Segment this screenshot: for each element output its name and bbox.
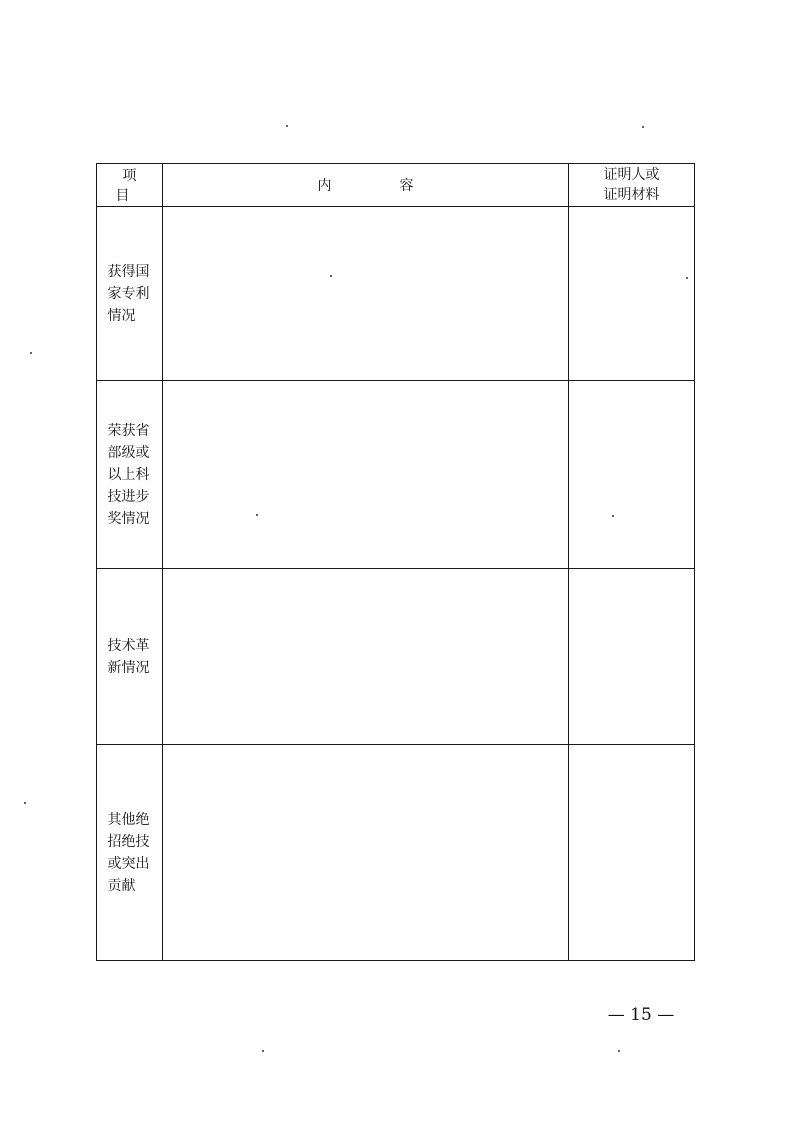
scan-speck: [30, 352, 32, 354]
content-cell[interactable]: [163, 745, 569, 961]
scan-speck: [618, 1050, 620, 1052]
content-cell[interactable]: [163, 569, 569, 745]
table-row: [97, 381, 695, 569]
row-label-cell: [97, 381, 163, 569]
header-item: 项目: [97, 164, 163, 207]
proof-cell[interactable]: [569, 745, 695, 961]
scan-speck: [642, 126, 644, 128]
scan-speck: [286, 125, 288, 127]
scan-speck: [262, 1050, 264, 1052]
scan-speck: [686, 277, 688, 279]
scan-speck: [330, 275, 332, 277]
table-row: [97, 569, 695, 745]
table-row: [97, 207, 695, 381]
scan-speck: [256, 514, 258, 516]
header-content-left: 内: [317, 178, 332, 194]
proof-cell[interactable]: [569, 569, 695, 745]
scan-speck: [24, 802, 26, 804]
header-proof-line1: 证明人或: [603, 167, 660, 183]
proof-cell[interactable]: [569, 207, 695, 381]
table-row: [97, 745, 695, 961]
header-content: [163, 164, 569, 207]
row-label: 获得国家专利情况: [107, 263, 150, 324]
row-label-cell: [97, 207, 163, 381]
table-header-row: [97, 164, 695, 207]
header-proof-line2: 证明材料: [603, 187, 660, 203]
row-label: 技术革新情况: [107, 637, 150, 676]
proof-cell[interactable]: [569, 381, 695, 569]
header-content-right: 容: [399, 178, 414, 194]
row-label-cell: [97, 569, 163, 745]
row-label: 其他绝招绝技或突出贡献: [107, 811, 150, 894]
content-cell[interactable]: [163, 381, 569, 569]
row-label-cell: [97, 745, 163, 961]
achievement-form-table: [96, 163, 695, 961]
content-cell[interactable]: [163, 207, 569, 381]
page-number: — 15 —: [607, 1005, 675, 1025]
header-proof: [569, 164, 695, 207]
scan-speck: [612, 515, 614, 517]
row-label: 荣获省部级或以上科技进步奖情况: [107, 422, 150, 527]
